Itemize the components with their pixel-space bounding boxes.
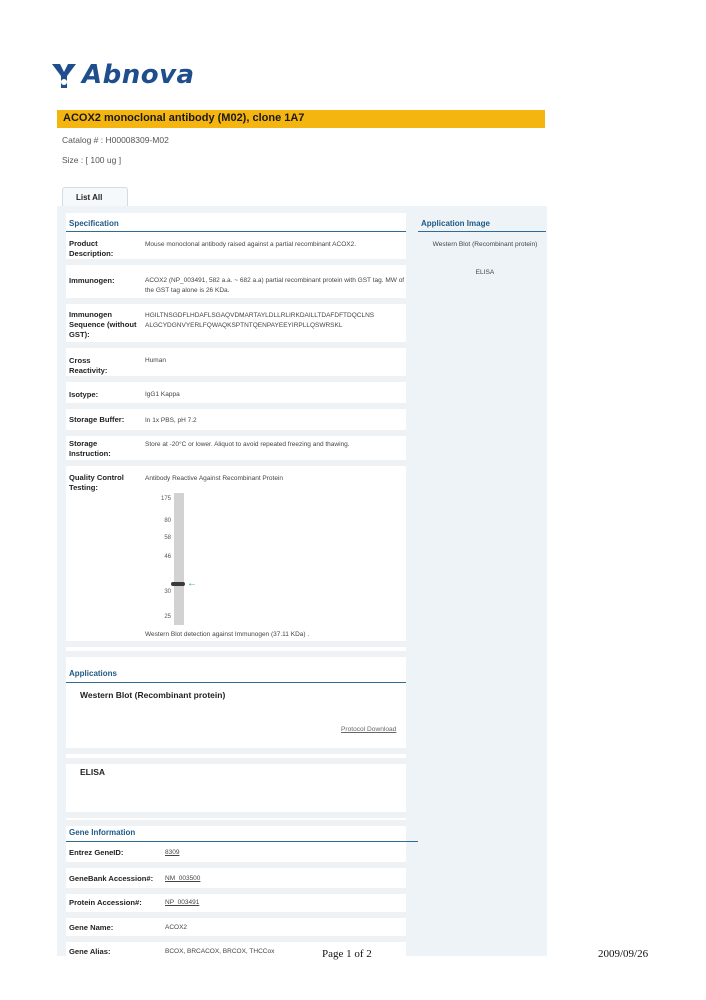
gene-value-protein-accession[interactable]: NP_003491	[165, 899, 200, 906]
spec-label-product-description: Product Description:	[69, 239, 114, 258]
row-divider	[66, 820, 406, 826]
specification-heading: Specification	[69, 219, 119, 228]
gene-label-gene-alias: Gene Alias:	[69, 947, 111, 956]
spec-label-cross-reactivity: Cross Reactivity:	[69, 356, 108, 375]
application-image-link-elisa[interactable]: ELISA	[475, 269, 495, 276]
mw-marker-175: 175	[160, 496, 171, 502]
spec-label-storage-instruction: Storage Instruction:	[69, 439, 111, 458]
row-divider	[66, 748, 406, 754]
mw-marker-80: 80	[164, 518, 171, 524]
spec-value-cross-reactivity: Human	[145, 357, 166, 364]
row-divider	[66, 651, 406, 657]
catalog-number: Catalog # : H00008309-M02	[62, 135, 169, 145]
gene-information-rule	[66, 841, 418, 842]
spec-label-isotype: Isotype:	[69, 390, 99, 399]
row-divider	[66, 812, 406, 818]
tab-list-all[interactable]	[62, 187, 128, 208]
page-number: Page 1 of 2	[322, 948, 372, 960]
applications-heading: Applications	[69, 669, 118, 678]
tab-list-all-label: List All	[76, 193, 103, 202]
row-divider	[66, 641, 406, 647]
row-divider	[66, 403, 406, 409]
print-date: 2009/09/26	[598, 948, 649, 960]
specification-rule	[66, 231, 406, 232]
blot-lane	[174, 493, 184, 625]
row-divider	[66, 460, 406, 466]
product-size: Size : [ 100 ug ]	[62, 155, 122, 165]
row-divider	[66, 376, 406, 382]
mw-marker-58: 58	[164, 535, 171, 541]
brand-name: Abnova	[82, 60, 195, 90]
spec-label-quality-control: Quality Control Testing:	[69, 473, 124, 492]
spec-value-immunogen-sequence: HGILTNSGDFLHDAFLSGAQVDMARTAYLDLLRLIRKDAILLTDAFDFTDQCLNSALGCYDGNVYERLFQWAQKSPTNTQENPAYEEYIRPLLQSWRSKL	[145, 312, 375, 329]
spec-value-isotype: IgG1 Kappa	[145, 391, 180, 398]
gene-value-genebank-accession[interactable]: NM_003500	[165, 875, 201, 882]
application-image-link-western-blot[interactable]: Western Blot (Recombinant protein)	[432, 241, 538, 248]
protocol-download-link[interactable]: Protocol Download	[341, 726, 397, 733]
abnova-y-logo-icon	[50, 60, 78, 90]
product-title-bar	[57, 110, 545, 128]
product-title: ACOX2 monoclonal antibody (M02), clone 1A7	[63, 112, 305, 124]
mw-marker-30: 30	[164, 589, 171, 595]
row-divider	[66, 936, 406, 942]
row-divider	[66, 259, 406, 265]
band-arrow-icon: ←	[187, 578, 197, 589]
gene-value-gene-name: ACOX2	[165, 924, 188, 931]
gene-value-entrez-id[interactable]: 8309	[165, 849, 180, 856]
spec-value-storage-buffer: In 1x PBS, pH 7.2	[145, 417, 197, 424]
row-divider	[66, 298, 406, 304]
row-divider	[66, 342, 406, 348]
row-divider	[66, 430, 406, 436]
row-divider	[66, 758, 406, 764]
spec-value-quality-control: Antibody Reactive Against Recombinant Protein	[145, 475, 284, 482]
gene-label-protein-accession: Protein Accession#:	[69, 898, 142, 907]
mw-marker-46: 46	[164, 554, 171, 560]
spec-label-immunogen-sequence: Immunogen Sequence (without GST):	[69, 310, 137, 339]
row-divider	[66, 862, 406, 868]
mw-marker-25: 25	[164, 614, 171, 620]
spec-value-storage-instruction: Store at -20°C or lower. Aliquot to avoid repeated freezing and thawing.	[145, 441, 350, 448]
gene-label-entrez-id: Entrez GeneID:	[69, 848, 124, 857]
gene-label-gene-name: Gene Name:	[69, 923, 114, 932]
applications-rule	[66, 682, 406, 683]
blot-caption: Western Blot detection against Immunogen (37.11 KDa) .	[145, 631, 310, 638]
spec-label-storage-buffer: Storage Buffer:	[69, 415, 125, 424]
blot-band	[171, 582, 185, 586]
application-western-blot: Western Blot (Recombinant protein)	[80, 690, 226, 700]
row-divider	[66, 888, 406, 894]
application-image-rule	[418, 231, 546, 232]
abnova-logo[interactable]	[50, 58, 195, 92]
application-image-heading: Application Image	[421, 219, 490, 228]
spec-value-immunogen: ACOX2 (NP_003491, 582 a.a. ~ 682 a.a) partial recombinant protein with GST tag. MW of the GST tag alone is 26 KDa.	[145, 277, 405, 294]
gene-information-heading: Gene Information	[69, 828, 136, 837]
spec-value-product-description: Mouse monoclonal antibody raised against a partial recombinant ACOX2.	[145, 241, 357, 248]
application-elisa: ELISA	[80, 767, 106, 777]
row-divider	[66, 912, 406, 918]
spec-label-immunogen: Immunogen:	[69, 276, 115, 285]
gene-label-genebank-accession: GeneBank Accession#:	[69, 874, 154, 883]
gene-value-gene-alias: BCOX, BRCACOX, BRCOX, THCCox	[165, 948, 275, 955]
